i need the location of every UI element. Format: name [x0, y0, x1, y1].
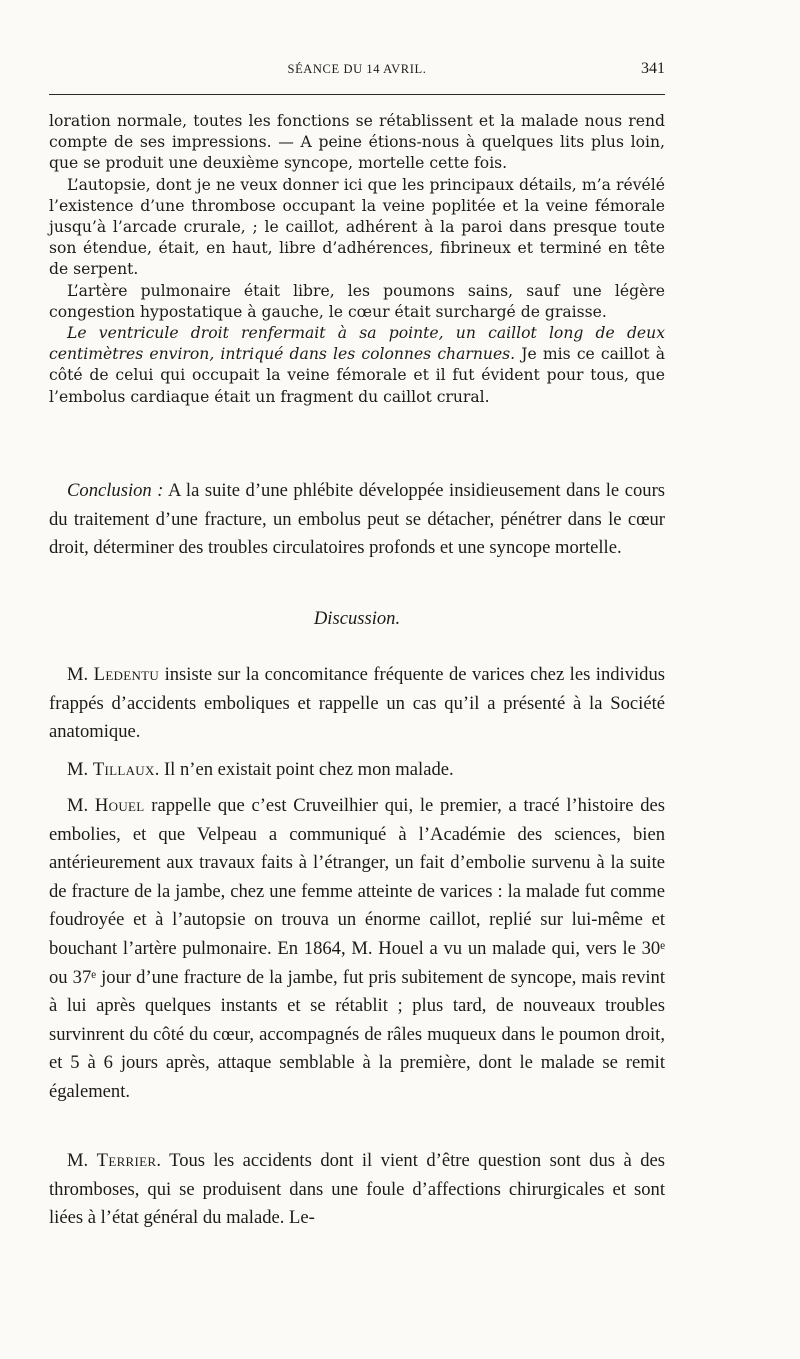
page-number: 341: [641, 60, 665, 77]
conclusion-text: A la suite d’une phlébite développée insidieusement dans le cours du traitement d’une fracture, un embolus peut se détacher, pénétrer dans le cœur droit, déterminer des troubles circulatoires profonds et une syncope mortelle.: [49, 480, 665, 559]
paragraph-pulmonary: L’artère pulmonaire était libre, les poumons sains, sauf une légère congestion hypostatique à gauche, le cœur était surchargé de graisse.: [49, 281, 665, 321]
paragraph-autopsy: L’autopsie, dont je ne veux donner ici que les principaux détails, m’a révélé l’existence d’une thrombose occupant la veine poplitée et la veine fémorale jusqu’à l’arcade crurale, ; le caillot, adhérent à la paroi dans presque toute son étendue, était, en haut, libre d’adhérences, fibrineux et terminé en tête de serpent.: [49, 175, 665, 279]
discussion-terrier: M. Terrier. Tous les accidents dont il vient d’être question sont dus à des thromboses, qui se produisent dans une foule d’affections chirurgicales et sont liées à l’état général du malade. Le-: [49, 1150, 665, 1229]
discussion-houel: M. Houel rappelle que c’est Cruveilhier qui, le premier, a tracé l’histoire des embolies, et que Velpeau a communiqué à l’Académie des sciences, bien antérieurement aux travaux faits à l’étranger, un fait d’embolie survenu à la suite de fracture de la jambe, chez une femme atteinte de varices : la malade fut comme foudroyée et à l’autopsie on trouva un énorme caillot, replié sur lui-même et bouchant l’artère pulmonaire. En 1864, M. Houel a vu un malade qui, vers le 30ᵉ ou 37ᵉ jour d’une fracture de la jambe, fut pris subitement de syncope, mais revint à lui après quelques instants et se rétablit ; plus tard, de nouveaux troubles survinrent du côté du cœur, accompagnés de râles muqueux dans le poumon droit, et 5 à 6 jours après, attaque semblable à la première, dont le malade se remit également.: [49, 795, 665, 1102]
terrier-text: . Tous les accidents dont il vient d’être question sont dus à des thromboses, qui se produisent dans une foule d’affections chirurgicales et sont liées à l’état général du malade. Le-: [49, 1150, 665, 1229]
speaker-name: Houel: [94, 795, 145, 816]
page-header: [49, 60, 665, 90]
paragraph-conclusion: [49, 477, 665, 563]
ventricle-text: Je mis ce caillot à côté de celui qui occupait la veine fémorale et il fut évident pour tous, que l’embolus cardiaque était un fragment du caillot crural.: [49, 345, 666, 406]
running-title: SÉANCE DU 14 AVRIL.: [287, 62, 427, 76]
case-report-text: [49, 111, 665, 408]
conclusion-block: [49, 477, 665, 563]
speaker-name: Terrier: [96, 1150, 157, 1171]
conclusion-label: Conclusion :: [67, 480, 164, 501]
paragraph-continuation: loration normale, toutes les fonctions se rétablissent et la malade nous rend compte de ses impressions. — A peine étions-nous à quelques lits plus loin, que se produit une deuxième syncope, mortelle cette fois.: [49, 112, 665, 173]
speaker-name: Tillaux: [92, 759, 155, 780]
ledentu-text: insiste sur la concomitance fréquente de varices chez les individus frappés d’accidents emboliques et rappelle un cas qu’il a présenté à la Société anatomique.: [49, 664, 665, 743]
tillaux-text: . Il n’en existait point chez mon malade.: [154, 759, 454, 780]
discussion-ledentu: M. Ledentu insiste sur la concomitance fréquente de varices chez les individus frappés d’accidents emboliques et rappelle un cas qu’il a présenté à la Société anatomique.: [49, 664, 665, 743]
discussion-tillaux: M. Tillaux. Il n’en existait point chez mon malade.: [67, 759, 454, 780]
ventricle-italic-text: Le ventricule droit renfermait à sa pointe, un caillot long de deux centimètres environ, intriqué dans les colonnes charnues.: [49, 324, 665, 364]
header-rule: [49, 94, 665, 95]
speaker-name: Ledentu: [93, 664, 160, 685]
paragraph-ventricle: [49, 323, 665, 408]
houel-text: rappelle que c’est Cruveilhier qui, le premier, a tracé l’histoire des embolies, et que Velpeau a communiqué à l’Académie des sciences, bien antérieurement aux travaux faits à l’étranger, un fait d’embolie survenu à la suite de fracture de la jambe, chez une femme atteinte de varices : la malade fut comme foudroyée et à l’autopsie on trouva un énorme caillot, replié sur lui-même et bouchant l’artère pulmonaire. En 1864, M. Houel a vu un malade qui, vers le 30ᵉ ou 37ᵉ jour d’une fracture de la jambe, fut pris subitement de syncope, mais revint à lui après quelques instants et se rétablit ; plus tard, de nouveaux troubles survinrent du côté du cœur, accompagnés de râles muqueux dans le poumon droit, et 5 à 6 jours après, attaque semblable à la première, dont le malade se remit également.: [49, 795, 665, 1102]
discussion-heading: Discussion.: [313, 608, 401, 629]
